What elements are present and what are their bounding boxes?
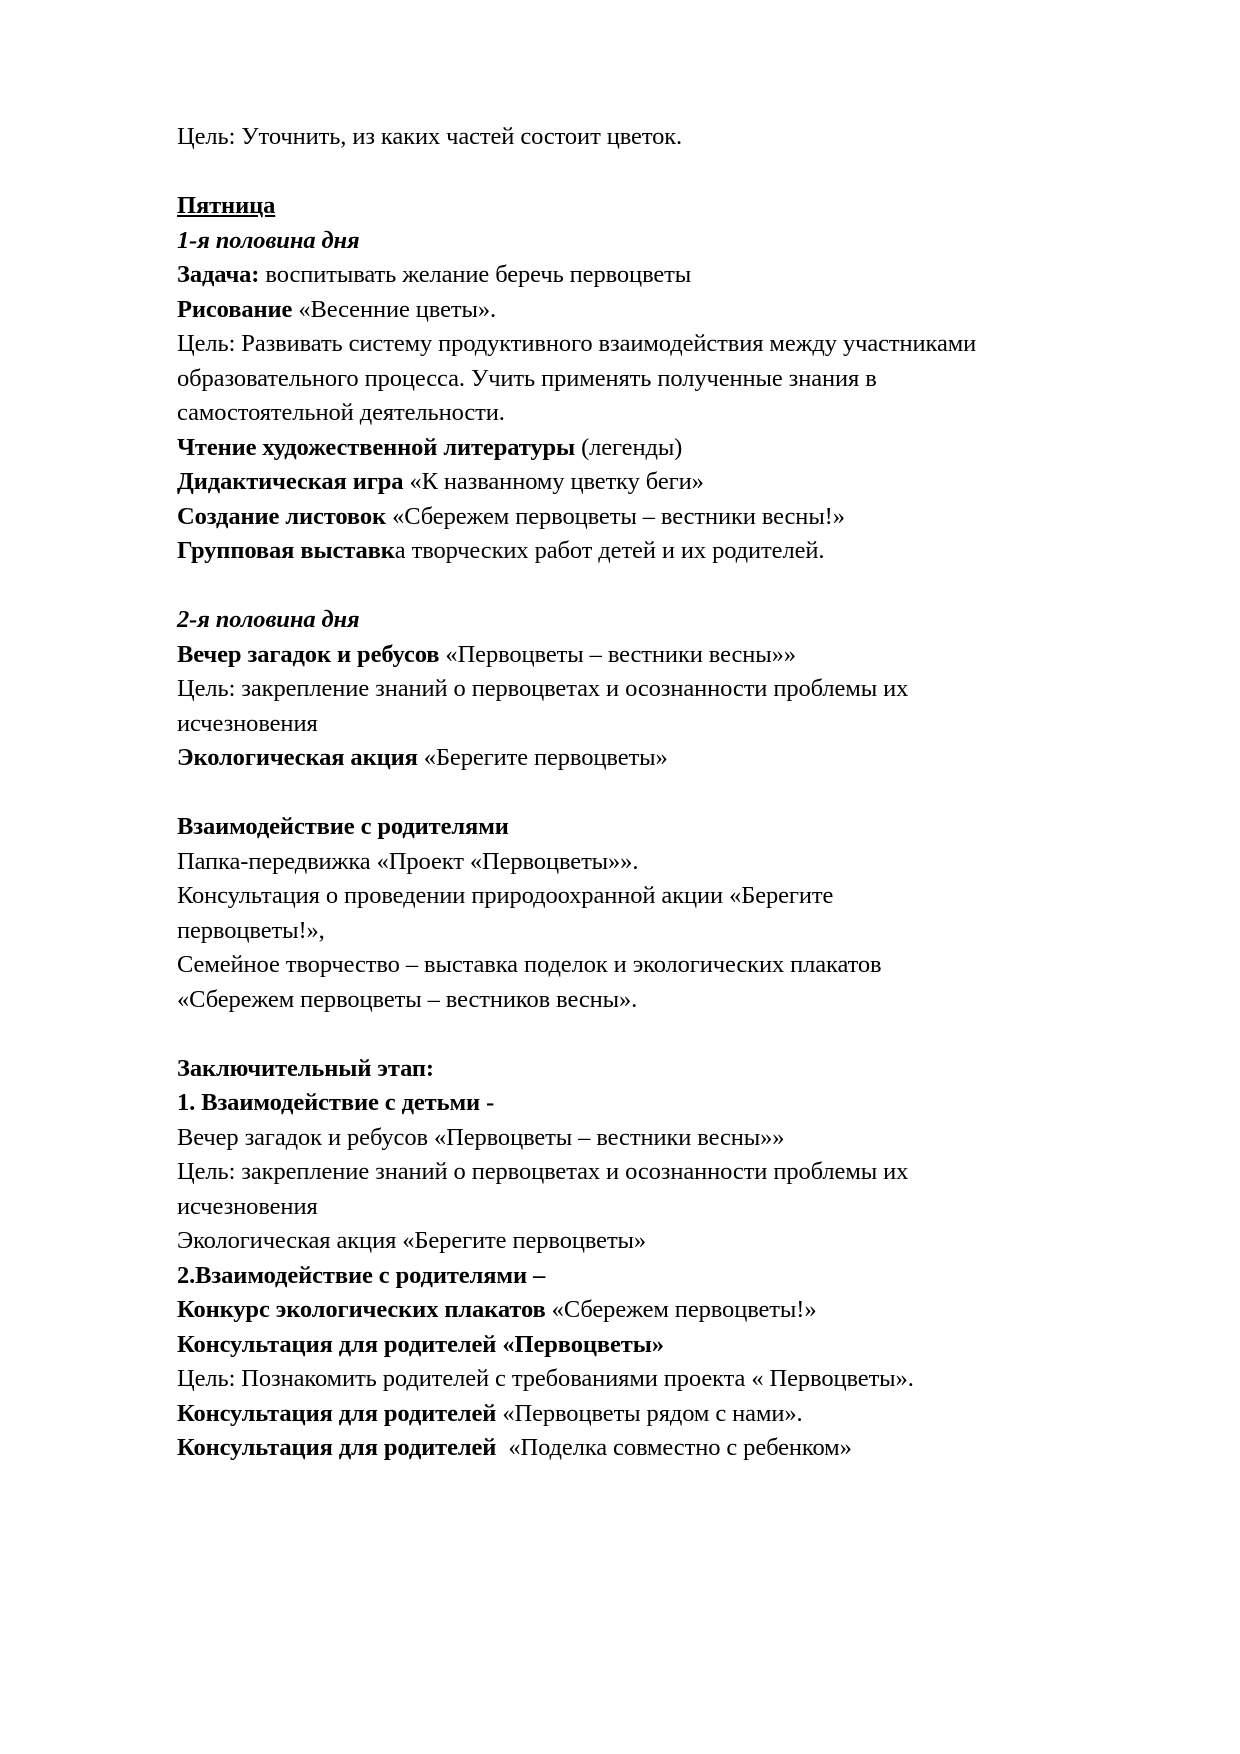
- intro-goal: Цель: Уточнить, из каких частей состоит цветок.: [177, 123, 683, 150]
- evening-text: «Первоцветы – вестники весны»»: [439, 640, 796, 668]
- action-line: [177, 741, 1157, 776]
- reading-label: Чтение художественной литературы: [177, 433, 576, 461]
- drawing-line: [177, 293, 1157, 328]
- contest-text: «Сбережем первоцветы!»: [545, 1296, 817, 1323]
- drawing-goal-line: Цель: Развивать систему продуктивного взаимодействия между участниками: [177, 330, 977, 357]
- consult1-goal: Цель: Познакомить родителей с требованиями проекта « Первоцветы».: [177, 1365, 914, 1392]
- parents-line: Семейное творчество – выставка поделок и экологических плакатов: [177, 951, 882, 978]
- spacer: [177, 776, 1157, 811]
- day-title: Пятница: [177, 192, 276, 219]
- evening-line: [177, 638, 1157, 673]
- spacer: [177, 155, 1157, 190]
- game-text: «К названному цветку беги»: [403, 468, 704, 495]
- leaflets-text: «Сбережем первоцветы – вестники весны!»: [386, 502, 845, 530]
- parents-line: первоцветы!»,: [177, 916, 325, 944]
- parents-line: Консультация о проведении природоохранной акции «Берегите: [177, 882, 834, 909]
- drawing-goal-line: образовательного процесса. Учить применять полученные знания в: [177, 364, 877, 392]
- parents-title: [177, 810, 1157, 845]
- evening-goal-line: Цель: закрепление знаний о первоцветах и осознанности проблемы их: [177, 675, 909, 702]
- exhibition-label: Групповая выставк: [177, 537, 395, 564]
- children-line: исчезновения: [177, 1192, 318, 1220]
- exhibition-line: [177, 534, 1157, 569]
- consult2-label: Консультация для родителей: [177, 1399, 497, 1427]
- action-text: «Берегите первоцветы»: [417, 744, 668, 771]
- task-text: воспитывать желание беречь первоцветы: [259, 261, 692, 288]
- consult1-line: [177, 1328, 1157, 1363]
- final-stage-title: [177, 1052, 1157, 1087]
- consult3-text: «Поделка совместно с ребенком»: [496, 1434, 852, 1461]
- drawing-label: Рисование: [177, 295, 293, 323]
- reading-line: [177, 431, 1157, 466]
- exhibition-text: а творческих работ детей и их родителей.: [394, 537, 825, 564]
- consult3-line: [177, 1431, 1157, 1466]
- children-title-text: 1. Взаимодействие с детьми -: [177, 1089, 495, 1116]
- first-half-title: 1-я половина дня: [177, 226, 360, 254]
- evening-goal-line: исчезновения: [177, 709, 318, 737]
- second-half-title: 2-я половина дня: [177, 606, 360, 633]
- drawing-text: «Весенние цветы».: [292, 295, 497, 323]
- children-line: Экологическая акция «Берегите первоцветы»: [177, 1227, 647, 1254]
- drawing-goal-line: самостоятельной деятельности.: [177, 399, 505, 426]
- consult3-label: Консультация для родителей: [177, 1434, 497, 1461]
- document-page: [177, 120, 1157, 1466]
- children-title: [177, 1086, 1157, 1121]
- final-stage-title-text: Заключительный этап:: [177, 1054, 434, 1082]
- parents-title-text: Взаимодействие с родителями: [177, 813, 509, 840]
- consult2-line: [177, 1397, 1157, 1432]
- spacer: [177, 1017, 1157, 1052]
- game-label: Дидактическая игра: [177, 468, 404, 495]
- leaflets-label: Создание листовок: [177, 502, 387, 530]
- parents-line: «Сбережем первоцветы – вестников весны».: [177, 985, 638, 1013]
- children-line: Цель: закрепление знаний о первоцветах и осознанности проблемы их: [177, 1158, 909, 1185]
- contest-line: [177, 1293, 1157, 1328]
- task-line: [177, 258, 1157, 293]
- final-parents-title-text: 2.Взаимодействие с родителями –: [177, 1261, 546, 1289]
- final-parents-title: [177, 1259, 1157, 1294]
- spacer: [177, 569, 1157, 604]
- consult1-label: Консультация для родителей «Первоцветы»: [177, 1330, 664, 1358]
- reading-text: (легенды): [575, 433, 683, 461]
- children-line: Вечер загадок и ребусов «Первоцветы – вестники весны»»: [177, 1123, 785, 1151]
- task-label: Задача:: [177, 261, 260, 288]
- evening-label: Вечер загадок и ребусов: [177, 640, 440, 668]
- game-line: [177, 465, 1157, 500]
- action-label: Экологическая акция: [177, 744, 418, 771]
- contest-label: Конкурс экологических плакатов: [177, 1296, 546, 1323]
- parents-line: Папка-передвижка «Проект «Первоцветы»».: [177, 847, 639, 875]
- leaflets-line: [177, 500, 1157, 535]
- consult2-text: «Первоцветы рядом с нами».: [496, 1399, 803, 1427]
